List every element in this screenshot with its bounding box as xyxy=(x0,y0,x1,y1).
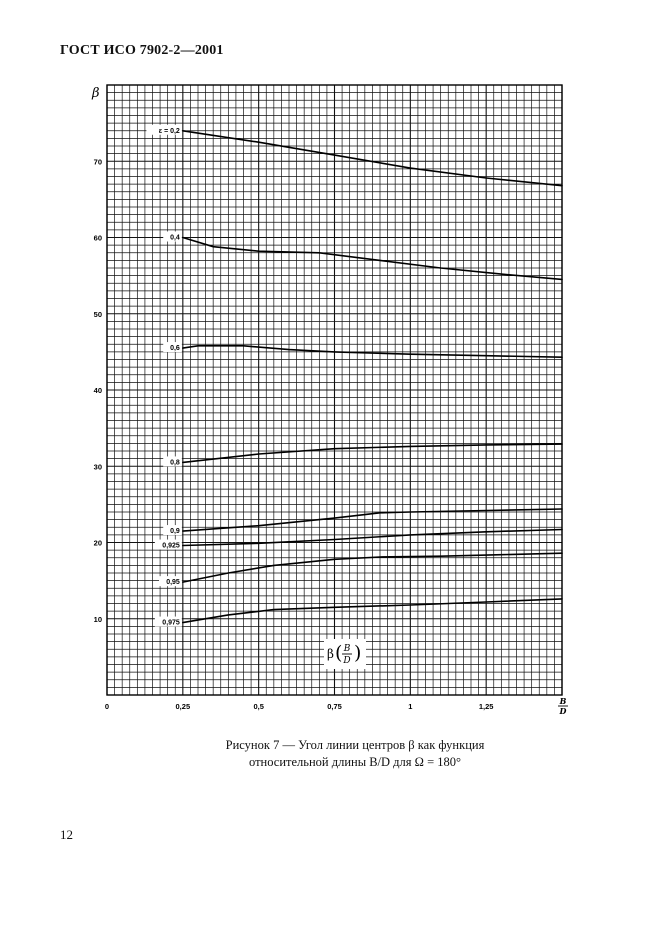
series-label: 0,95 xyxy=(166,579,180,587)
inset-label-right-paren: ) xyxy=(354,642,362,664)
y-axis-label: β xyxy=(92,86,100,101)
y-tick-label: 40 xyxy=(93,386,102,395)
y-tick-label: 70 xyxy=(93,157,102,167)
inset-label-left-paren: ( xyxy=(335,642,343,664)
x-tick-label: 0,5 xyxy=(253,702,264,711)
y-tick-label: 20 xyxy=(93,538,102,548)
figure-caption xyxy=(120,737,590,771)
series-label: 0,6 xyxy=(170,345,180,353)
inset-label xyxy=(324,639,366,669)
x-tick-label: 0,25 xyxy=(175,702,191,711)
series-label: 0,9 xyxy=(170,528,180,536)
series-label: ε = 0,2 xyxy=(158,127,180,135)
page-number: 12 xyxy=(60,827,73,842)
x-tick-label: 0,75 xyxy=(327,702,342,711)
y-tick-label: 10 xyxy=(93,614,102,624)
series-label: 0,4 xyxy=(170,234,180,242)
x-tick-label: 1 xyxy=(408,702,413,711)
document-header: ГОСТ ИСО 7902-2—2001 xyxy=(60,43,224,58)
caption-line-2: относительной длины B/D для Ω = 180° xyxy=(248,755,461,769)
y-tick-label: 50 xyxy=(93,309,102,319)
x-axis-label xyxy=(558,696,568,716)
x-tick-label: 1,25 xyxy=(478,702,494,711)
caption-line-1: Рисунок 7 — Угол линии центров β как функция xyxy=(225,738,485,752)
inset-label-numerator: B xyxy=(343,644,351,654)
x-axis-label-denominator: D xyxy=(559,706,567,716)
series-label: 0,925 xyxy=(162,542,180,550)
x-tick-label: 0 xyxy=(104,702,110,711)
grid xyxy=(107,85,562,695)
y-tick-label: 60 xyxy=(93,233,102,243)
x-axis-label-numerator: B xyxy=(559,696,567,706)
y-tick-label: 30 xyxy=(93,462,102,472)
series-label: 0,975 xyxy=(162,619,180,627)
inset-label-prefix: β xyxy=(327,647,334,661)
series-label: 0,8 xyxy=(170,459,180,467)
inset-label-denominator: D xyxy=(343,656,351,666)
